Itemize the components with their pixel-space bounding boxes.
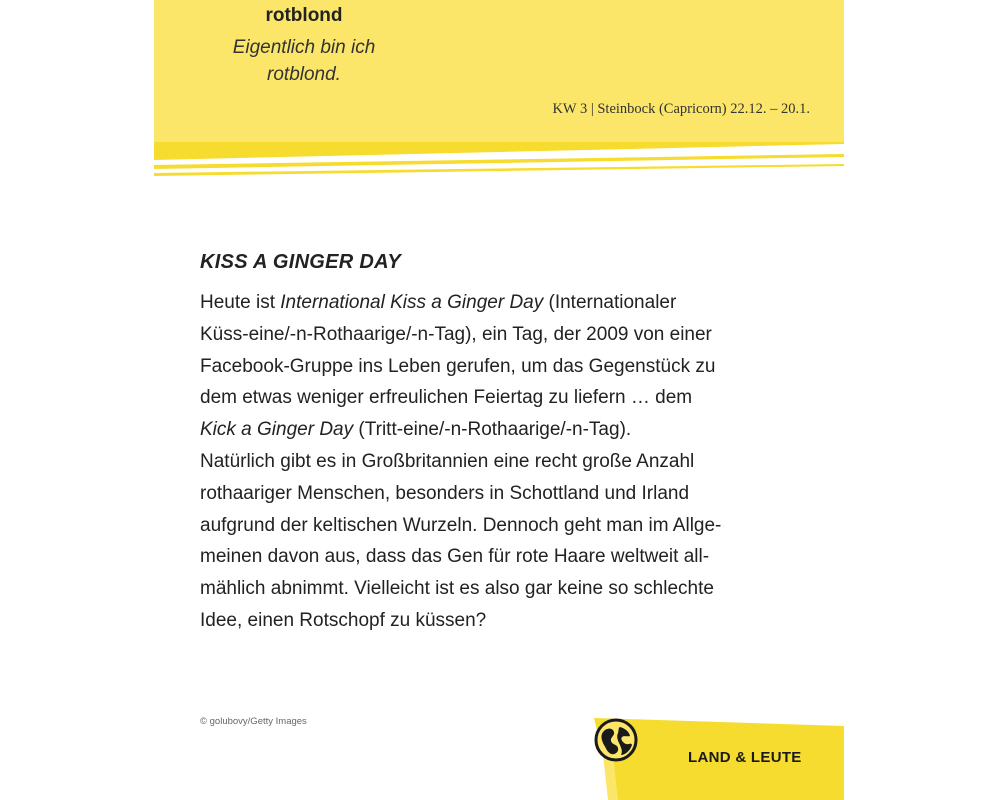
example-sentence-line-1: Eigentlich bin ich <box>232 37 376 58</box>
text-run: dem etwas weniger erfreulichen Feiertag zu liefern … dem <box>200 387 693 409</box>
article-line <box>200 446 800 478</box>
image-credit: © golubovy/Getty Images <box>200 716 307 727</box>
category-badge <box>594 718 844 800</box>
article-line <box>200 605 800 637</box>
text-run: aufgrund der keltischen Wurzeln. Dennoch geht man im Allge- <box>200 514 722 536</box>
text-run: (Tritt-eine/-n-Rothaarige/-n-Tag). <box>353 419 632 441</box>
category-label: LAND & LEUTE <box>688 749 802 766</box>
text-run: Heute ist <box>200 292 281 313</box>
italic-term: Kick a Ginger Day <box>200 419 354 441</box>
text-run: meinen davon aus, dass das Gen für rote Haare weltweit all- <box>200 546 710 568</box>
example-sentence <box>154 34 454 88</box>
article-line <box>200 478 800 510</box>
text-run: Idee, einen Rotschopf zu küssen? <box>200 609 487 631</box>
article-heading: KISS A GINGER DAY <box>200 251 402 273</box>
article-line <box>200 287 800 319</box>
article-line <box>200 319 800 351</box>
example-sentence-line-2: rotblond. <box>267 64 341 85</box>
italic-term: International Kiss a Ginger Day <box>280 292 544 313</box>
text-run: Natürlich gibt es in Großbritannien eine recht große Anzahl <box>200 450 695 472</box>
article-line <box>200 573 800 605</box>
week-info: KW 3 | Steinbock (Capricorn) 22.12. – 20.1. <box>552 101 810 117</box>
text-run: mählich abnimmt. Vielleicht ist es also gar keine so schlechte <box>200 578 714 600</box>
article-line <box>200 414 800 446</box>
text-run: rothaariger Menschen, besonders in Schottland und Irland <box>200 482 690 504</box>
word-title: rotblond <box>265 5 343 26</box>
globe-icon <box>594 718 638 762</box>
article-line <box>200 510 800 542</box>
header-stripes <box>154 138 844 178</box>
text-run: Küss-eine/-n-Rothaarige/-n-Tag), ein Tag, der 2009 von einer <box>200 323 712 345</box>
text-run: (Internationaler <box>543 292 677 313</box>
text-run: Facebook-Gruppe ins Leben gerufen, um das Gegenstück zu <box>200 355 716 377</box>
article-body <box>200 287 800 637</box>
article-line <box>200 541 800 573</box>
calendar-page <box>154 0 844 800</box>
article-line <box>200 351 800 383</box>
header-band <box>154 0 844 142</box>
article-line <box>200 382 800 414</box>
